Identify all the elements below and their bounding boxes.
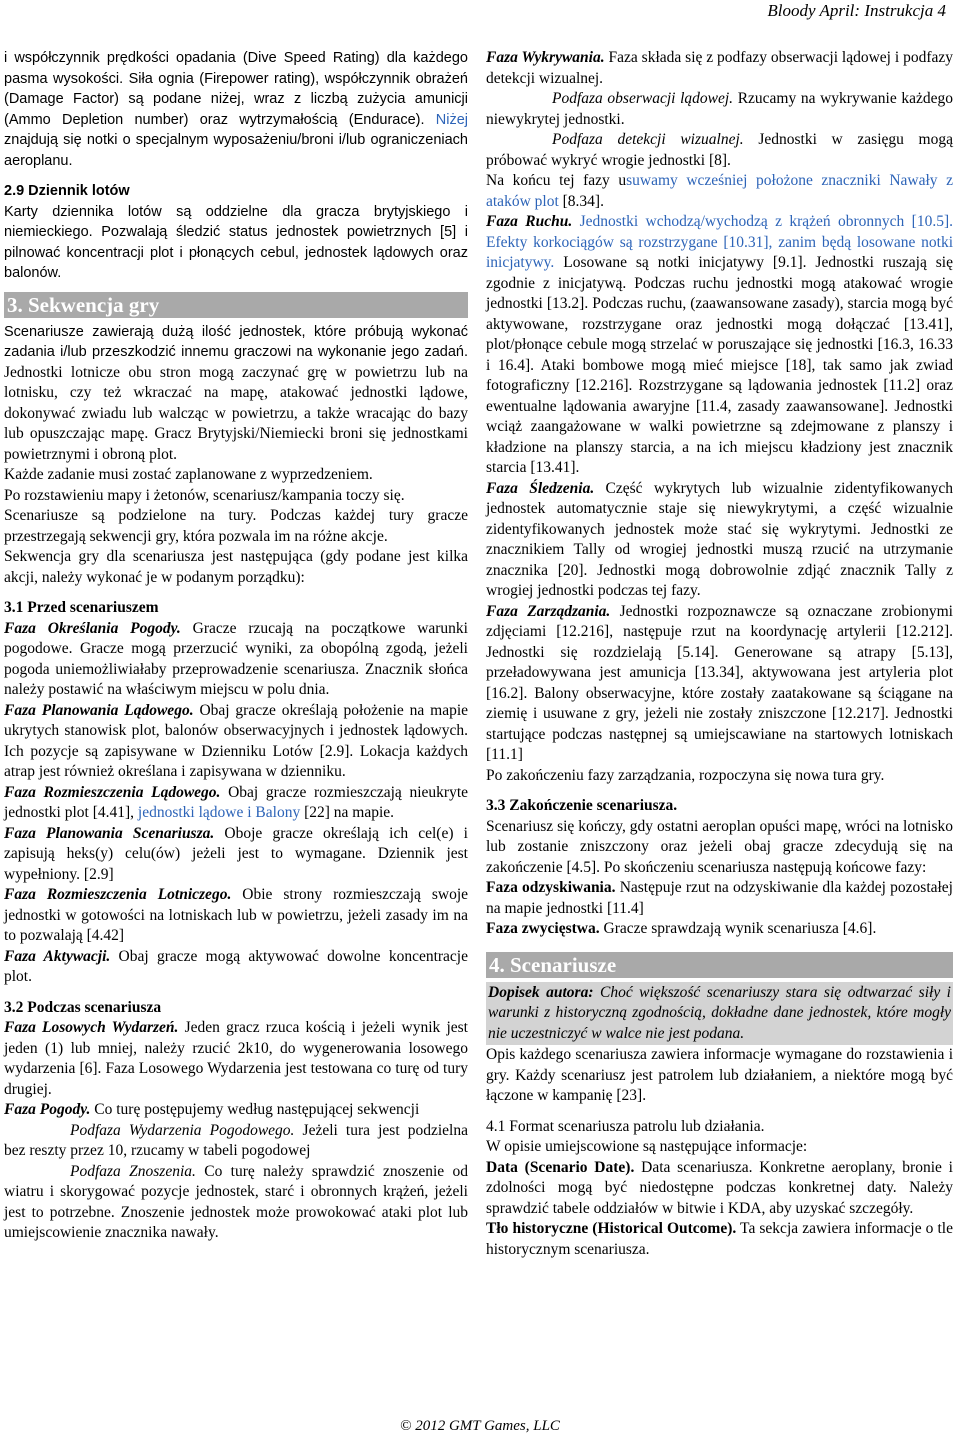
phase-paragraph: [486, 48, 953, 89]
text: Data scenariusza. Konkretne aeroplany, bronie i zdolności mogą być niedostępne podczas konkretnej daty. Należy sprawdzić tabele oddziałów w bitwie i KDA, aby uzyskać szczegóły.: [486, 1158, 953, 1217]
text: i współczynnik prędkości opadania (Dive Speed Rating) dla każdego pasma wysokości. Siła ognia (Firepower rating), współczynnik obrażeń (Damage Factor) są podane niżej, wraz z liczbą zużycia amunicji (Ammo Depletion number) oraz wytrzymałością (Endurace).: [4, 50, 468, 128]
text: znajdują się notki o specjalnym wyposażeniu/broni i/lub ograniczeniach aeroplanu.: [4, 132, 468, 169]
phase-label: Faza Rozmieszczenia Lotniczego.: [4, 886, 232, 903]
paragraph: Każde zadanie musi zostać zaplanowane z wyprzedzeniem.: [4, 466, 373, 483]
left-column: [4, 48, 468, 1244]
phase-label: Faza Ruchu.: [486, 213, 573, 230]
paragraph: [486, 171, 953, 212]
text: Gracze mogą przerzucić wyniki, za obopólną zgodą, jeżeli pogoda uniemożliwiałaby przeprowadzenie scenariusza. Znacznik słońca należy postawić na właściwym miejscu w polu dnia.: [4, 640, 468, 698]
definition-label: Data (Scenario Date).: [486, 1158, 635, 1176]
phase-label: Faza Zarządzania.: [486, 602, 611, 620]
text: Co turę postępujemy według następującej sekwencji: [90, 1101, 420, 1118]
section-heading: 3.2 Podczas scenariusza: [4, 998, 162, 1016]
section-heading: 3.1 Przed scenariuszem: [4, 599, 159, 616]
phase-label: Faza Planowania Lądowego.: [4, 701, 194, 719]
phase-paragraph: [4, 1100, 468, 1121]
phase-paragraph: [4, 824, 468, 886]
text: [22] na mapie.: [300, 804, 395, 821]
phase-label: Faza zwycięstwa.: [486, 920, 600, 937]
phase-paragraph: [4, 701, 468, 783]
text: Jednostki lotnicze obu stron mogą zaczynać grę w powietrzu lub na lotnisku, czy też wkraczać na mapę, atakować jednostki lądowe, dokonywać zwiadu lub walcząc w powietrzu, a także wracając do bazy lub opuszczając mapę. Gracz Brytyjski/Niemiecki broni się jednostkami powietrznymi i obroną plot.: [4, 363, 468, 463]
subsection-heading: 4.1 Format scenariusza patrolu lub działania.: [486, 1117, 765, 1135]
phase-paragraph: [486, 878, 953, 919]
paragraph: [4, 322, 468, 466]
paragraph: [4, 48, 468, 171]
text: Obie strony rozmieszczają swoje jednostki w gotowości na lotniskach lub w powietrzu, jeżeli zasady im na to pozwalają [4.42]: [4, 886, 469, 944]
text: Jednostki rozpoznawcze są oznaczane zrobionymi zdjęciami [12.216], następuje rzut na koordynację artylerii [12.212]. Jednostki się rozdzielają [5.14]. Generowane są atrapy [5.13], przeładowywana jest amunicja [13.34], aktywowana jest artyleria plot [16.2]. Balony obserwacyjne, które zostały zaatakowane są ściągane na ziemię i usuwane z gry, jeżeli nie zostały zniszczone [12.217]. Jednostki startujące podczas następnej są umiejscawiane na startowych lotniskach [11.1]: [486, 602, 953, 763]
paragraph: Po rozstawieniu mapy i żetonów, scenariusz/kampania toczy się.: [4, 486, 405, 504]
phase-paragraph: [4, 1018, 468, 1100]
paragraph: Scenariusze są podzielone na tury. Podczas każdej tury gracze przestrzegają sekwencji gry, która pozwala im na różne akcje.: [4, 507, 468, 545]
text: Na końcu tej fazy u: [486, 172, 627, 189]
text: Jednostki w zasięgu mogą próbować wykryć wrogie jednostki [8].: [486, 131, 953, 169]
text: Następuje rzut na odzyskiwanie dla każdej pozostałej na mapie jednostki [11.4]: [486, 879, 953, 917]
phase-paragraph: [486, 919, 953, 940]
page-header: Bloody April: Instrukcja 4: [767, 1, 946, 20]
text: Oboje gracze określają ich cel(e) i zapisują heks(y) celu(ów) jeżeli jest to wymagane. Dziennik jest wypełniony. [2.9]: [4, 824, 468, 883]
phase-label: Faza Aktywacji.: [4, 947, 111, 965]
paragraph: Scenariusz się kończy, gdy ostatni aeroplan opuści mapę, wróci na lotnisko lub zostanie zniszczony oraz jeżeli obaj gracze zdecydują się na zakończenie [4.5]. Po skończeniu scenariusza następują końcowe fazy:: [486, 817, 953, 876]
page-footer: © 2012 GMT Games, LLC: [400, 1418, 560, 1434]
phase-label: Faza Wykrywania.: [486, 49, 605, 66]
text: Pozwalają śledzić status jednostek powietrznych [5] i pilnować koncentracji plot i płonących cebul, jednostek lądowych oraz balonów.: [4, 224, 468, 281]
text-highlight: Niżej: [435, 111, 468, 128]
text: Część wykrytych lub wizualnie zidentyfikowanych jednostek automatycznie staje się niewykrytymi, a część wizualnie zidentyfikowanych jednostek może stać się wykrytymi. Jednostki ze znacznikiem Tally od wrogiej jednostki muszą rzucić na utrzymanie znacznika [20]. Jednostki mogą dobrowolnie zdjąć znacznik Tally z wrogiej jednostki podczas tej fazy.: [486, 479, 953, 599]
paragraph: W opisie umiejscowione są następujące informacje:: [486, 1138, 808, 1155]
text: Faza składa się z podfazy obserwacji lądowej i podfazy detekcji wizualnej.: [486, 49, 954, 87]
text: Co turę należy sprawdzić znoszenie od wiatru i skorygować pozycje jednostek, starć i obronnych krążeń, jeżeli jest to potrzebne. Znoszenie jednostek może prowokować ataki plot lub umiejscowienie znacznika nawały.: [4, 1162, 468, 1241]
phase-paragraph: [4, 947, 468, 988]
phase-label: Faza Planowania Scenariusza.: [4, 824, 215, 842]
subphase-paragraph: [4, 1121, 468, 1162]
text: Scenariusze zawierają dużą ilość jednostek, które próbują wykonać zadania i/lub przeszkodzić innemu graczowi na wykonanie jego zadań.: [4, 323, 468, 360]
note-label: Dopisek autora:: [488, 983, 594, 1001]
chapter-heading: 3. Sekwencja gry: [4, 292, 468, 318]
paragraph: Po zakończeniu fazy zarządzania, rozpoczyna się nowa tura gry.: [486, 766, 885, 784]
section-heading: 3.3 Zakończenie scenariusza.: [486, 797, 678, 814]
text: [8.34].: [558, 192, 604, 210]
text: Obaj gracze mogą aktywować dowolne koncentracje plot.: [4, 947, 468, 985]
phase-label: Faza Losowych Wydarzeń.: [4, 1019, 179, 1036]
text: Choć większość scenariuszy stara się odtwarzać siły i warunki z historyczną zgodnością, dokładne dane jednostek, które mogły nie uczestniczyć w walce nie jest podana.: [488, 983, 951, 1042]
text: Rzucamy na wykrywanie każdego niewykrytej jednostki.: [486, 90, 954, 128]
definition-paragraph: [486, 1158, 953, 1220]
paragraph: Sekwencja gry dla scenariusza jest następująca (gdy podane jest kilka akcji, należy wykonać je w podanym porządku):: [4, 548, 468, 586]
text: Gracze sprawdzają wynik scenariusza [4.6].: [599, 920, 877, 937]
text: Obaj gracze określają położenie na mapie ukrytych stanowisk plot, balonów obserwacyjnych i jednostek lądowych. Ich pozycje są zapisywane w Dzienniku Lotów [2.9]. Lokacja każdych atrap jest również określana i zapisywana w dzienniku.: [4, 701, 469, 780]
text-highlight: Jednostki wchodzą/wychodzą z krążeń obronnych [10.5]. Efekty korkociągów są rozstrzygane [10.31], zanim będą losowane notki inicjatywy.: [486, 213, 953, 271]
chapter-heading: 4. Scenariusze: [486, 952, 953, 978]
text: Jeżeli tura jest podzielna bez reszty przez 10, rzucamy w tabeli pogodowej: [4, 1121, 468, 1159]
phase-label: Faza Śledzenia.: [486, 479, 595, 497]
text: Ta sekcja zawiera informacje o tle historycznym scenariusza.: [486, 1220, 953, 1258]
subphase-paragraph: [486, 130, 953, 171]
subphase-paragraph: [4, 1162, 468, 1244]
phase-label: Faza Rozmieszczenia Lądowego.: [4, 783, 221, 801]
phase-label: Faza odzyskiwania.: [486, 879, 616, 896]
text: Losowane są notki inicjatywy [9.1]. Jednostki ruszają się zgodnie z inicjatywą. Podczas ruchu jednostki mogą atakować wrogie jednostki [13.2]. Podczas ruchu, (zaawansowane zasady), starcia mogą być aktywowane, rozstrzygane oraz jednostki mogą dołączać [13.41], plot/płonące cebule mogą strzelać w poruszające się jednostki [16.3, 16.33 i 16.4]. Ataki bombowe mogą mieć miejsce [18], tak samo jak zwiad fotograficzny [12.216]. Rozstrzygane są lądowania jednostek [11.2] oraz ewentualne lądowania awaryjne [11.4, zasady zaawansowane]. Jednostki wciąż zaangażowane w walki powietrzne są zdejmowane z planszy i kładzione na planszy starcia, a na ich miejscu kładziony jest znacznik starcia [13.41].: [486, 254, 953, 476]
phase-label: Faza Pogody.: [4, 1101, 91, 1118]
phase-paragraph: [4, 619, 468, 701]
phase-paragraph: [486, 602, 953, 766]
definition-paragraph: [486, 1219, 953, 1260]
phase-label: Faza Określania Pogody.: [4, 619, 181, 637]
paragraph: Opis każdego scenariusza zawiera informacje wymagane do rozstawienia i gry. Każdy scenariusz jest patrolem lub działaniem, a niektóre mogą być łączone w kampanię [23].: [486, 1046, 953, 1104]
right-column: [486, 48, 953, 1260]
section-heading: 2.9 Dziennik lotów: [4, 183, 130, 199]
definition-label: Tło historyczne (Historical Outcome).: [486, 1220, 737, 1237]
text: Karty dziennika lotów są oddzielne dla gracza brytyjskiego i niemieckiego.: [4, 203, 468, 240]
subphase-paragraph: [486, 89, 953, 130]
text: Obaj gracze rozmieszczają nieukryte jednostki plot [4.41],: [4, 783, 468, 821]
subphase-label: Podfaza detekcji wizualnej.: [552, 131, 744, 148]
text: Jeden gracz rzuca kością i jeżeli wynik jest jeden (1) lub mniej, należy rzucić 2k10, do wygenerowania losowego wydarzenia [6]. Faza Losowego Wydarzenia jest testowana co turę od tury drugiej.: [4, 1019, 468, 1098]
phase-paragraph: [486, 479, 953, 602]
text: Gracze rzucają na początkowe warunki pogodowe.: [4, 619, 468, 657]
subphase-label: Podfaza obserwacji lądowej.: [552, 90, 734, 107]
text-highlight: jednostki lądowe i Balony: [137, 804, 301, 821]
subphase-label: Podfaza Wydarzenia Pogodowego.: [70, 1121, 295, 1139]
phase-paragraph: [486, 212, 953, 479]
subphase-label: Podfaza Znoszenia.: [70, 1162, 196, 1180]
phase-paragraph: [4, 783, 468, 824]
author-note: [486, 982, 953, 1046]
paragraph: [4, 202, 468, 284]
text-highlight: suwamy wcześniej położone znaczniki Nawały z ataków plot: [486, 172, 953, 210]
phase-paragraph: [4, 885, 468, 947]
